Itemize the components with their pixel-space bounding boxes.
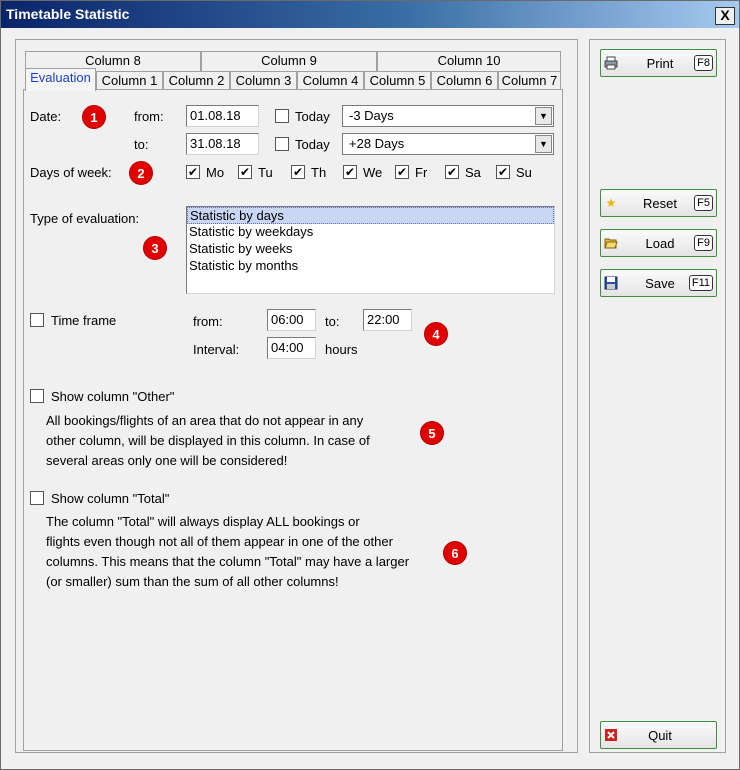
- annotation-badge-1: 1: [82, 105, 106, 129]
- today-to-checkbox[interactable]: [275, 137, 289, 151]
- description-line: several areas only one will be considered!: [46, 453, 288, 468]
- day-fr-label: Fr: [415, 165, 428, 180]
- time-from-input[interactable]: 06:00: [267, 309, 316, 331]
- day-mo-checkbox[interactable]: ✔: [187, 165, 199, 179]
- annotation-badge-2: 2: [129, 161, 153, 185]
- time-to-input[interactable]: 22:00: [363, 309, 412, 331]
- show-other-checkbox[interactable]: [30, 389, 44, 403]
- load-button[interactable]: [600, 229, 717, 257]
- save-shortcut: F11: [689, 275, 713, 291]
- annotation-badge-6: 6: [443, 541, 467, 565]
- annotation-badge-4: 4: [424, 322, 448, 346]
- day-th-checkbox[interactable]: ✔: [292, 165, 304, 179]
- tab-column-7[interactable]: Column 7: [498, 71, 561, 91]
- description-line: (or smaller) sum than the sum of all other columns!: [46, 574, 339, 589]
- close-button[interactable]: X: [715, 7, 735, 25]
- reset-label: Reset: [643, 196, 677, 211]
- print-button[interactable]: [600, 49, 717, 77]
- tab-column-4[interactable]: Column 4: [297, 71, 364, 91]
- today-to-label: Today: [295, 137, 330, 152]
- date-to-input[interactable]: 31.08.18: [186, 133, 259, 155]
- list-item[interactable]: Statistic by weekdays: [189, 224, 314, 239]
- list-item[interactable]: Statistic by days: [187, 207, 554, 224]
- date-to-label: to:: [134, 137, 149, 152]
- today-from-checkbox[interactable]: [275, 109, 289, 123]
- star-icon: ★: [605, 196, 617, 210]
- day-we-label: We: [363, 165, 383, 180]
- annotation-badge-3: 3: [143, 236, 167, 260]
- quit-x-icon: [604, 728, 618, 742]
- tab-column-3[interactable]: Column 3: [230, 71, 297, 91]
- printer-icon: [604, 56, 618, 70]
- day-we-checkbox[interactable]: ✔: [344, 165, 356, 179]
- folder-open-icon: [604, 236, 618, 250]
- time-frame-label: Time frame: [51, 313, 117, 328]
- interval-label: Interval:: [193, 342, 240, 357]
- day-th-label: Th: [311, 165, 327, 180]
- day-sa-checkbox[interactable]: ✔: [446, 165, 458, 179]
- tab-column-9[interactable]: Column 9: [201, 51, 377, 71]
- evaluation-type-listbox[interactable]: [186, 206, 555, 294]
- today-from-label: Today: [295, 109, 330, 124]
- date-label: Date:: [30, 109, 62, 124]
- tab-column-6[interactable]: Column 6: [431, 71, 498, 91]
- description-line: other column, will be displayed in this column. In case of: [46, 433, 370, 448]
- tab-column-1[interactable]: Column 1: [96, 71, 163, 91]
- list-item[interactable]: Statistic by weeks: [189, 241, 293, 256]
- show-total-label: Show column "Total": [51, 491, 170, 506]
- day-tu-label: Tu: [258, 165, 273, 180]
- interval-input[interactable]: 04:00: [267, 337, 316, 359]
- quit-label: Quit: [648, 728, 672, 743]
- print-label: Print: [646, 56, 674, 71]
- day-mo-label: Mo: [206, 165, 225, 180]
- reset-button[interactable]: [600, 189, 717, 217]
- reset-shortcut: F5: [694, 195, 713, 211]
- load-shortcut: F9: [694, 235, 713, 251]
- description-line: flights even though not all of them appear in one of the other: [46, 534, 393, 549]
- list-item[interactable]: Statistic by months: [189, 258, 299, 273]
- show-other-description: [46, 411, 370, 471]
- show-other-label: Show column "Other": [51, 389, 175, 404]
- type-of-evaluation-label: Type of evaluation:: [30, 211, 140, 226]
- date-from-offset-select[interactable]: [342, 105, 554, 127]
- save-label: Save: [645, 276, 675, 291]
- time-frame-checkbox[interactable]: [30, 313, 44, 327]
- tab-column-8[interactable]: Column 8: [25, 51, 201, 71]
- tab-evaluation[interactable]: Evaluation: [25, 68, 96, 91]
- right-panel-frame: [589, 39, 726, 753]
- description-line: All bookings/flights of an area that do not appear in any: [46, 413, 364, 428]
- day-su-label: Su: [516, 165, 532, 180]
- date-to-offset-select[interactable]: [342, 133, 554, 155]
- time-to-label: to:: [325, 314, 340, 329]
- description-line: columns. This means that the column "Total" may have a larger: [46, 554, 410, 569]
- day-sa-label: Sa: [465, 165, 481, 180]
- show-total-description: [46, 512, 409, 592]
- day-su-checkbox[interactable]: ✔: [497, 165, 509, 179]
- date-from-input[interactable]: 01.08.18: [186, 105, 259, 127]
- interval-unit-label: hours: [325, 342, 358, 357]
- time-from-label: from:: [193, 314, 223, 329]
- day-tu-checkbox[interactable]: ✔: [239, 165, 251, 179]
- print-shortcut: F8: [694, 55, 713, 71]
- load-label: Load: [645, 236, 675, 251]
- show-total-checkbox[interactable]: [30, 491, 44, 505]
- dropdown-arrow-icon[interactable]: ▼: [535, 135, 552, 153]
- dropdown-arrow-icon[interactable]: ▼: [535, 107, 552, 125]
- tab-column-5[interactable]: Column 5: [364, 71, 431, 91]
- quit-button[interactable]: [600, 721, 717, 749]
- floppy-disk-icon: [604, 276, 618, 290]
- save-button[interactable]: [600, 269, 717, 297]
- title-bar: [1, 1, 739, 28]
- date-from-offset-value: -3 Days: [349, 108, 394, 123]
- annotation-badge-5: 5: [420, 421, 444, 445]
- window-title: Timetable Statistic: [6, 6, 130, 22]
- description-line: The column "Total" will always display ALL bookings or: [46, 514, 360, 529]
- date-to-offset-value: +28 Days: [349, 136, 405, 151]
- tab-column-2[interactable]: Column 2: [163, 71, 230, 91]
- date-from-label: from:: [134, 109, 164, 124]
- day-fr-checkbox[interactable]: ✔: [396, 165, 408, 179]
- days-of-week-label: Days of week:: [30, 165, 112, 180]
- tab-column-10[interactable]: Column 10: [377, 51, 561, 71]
